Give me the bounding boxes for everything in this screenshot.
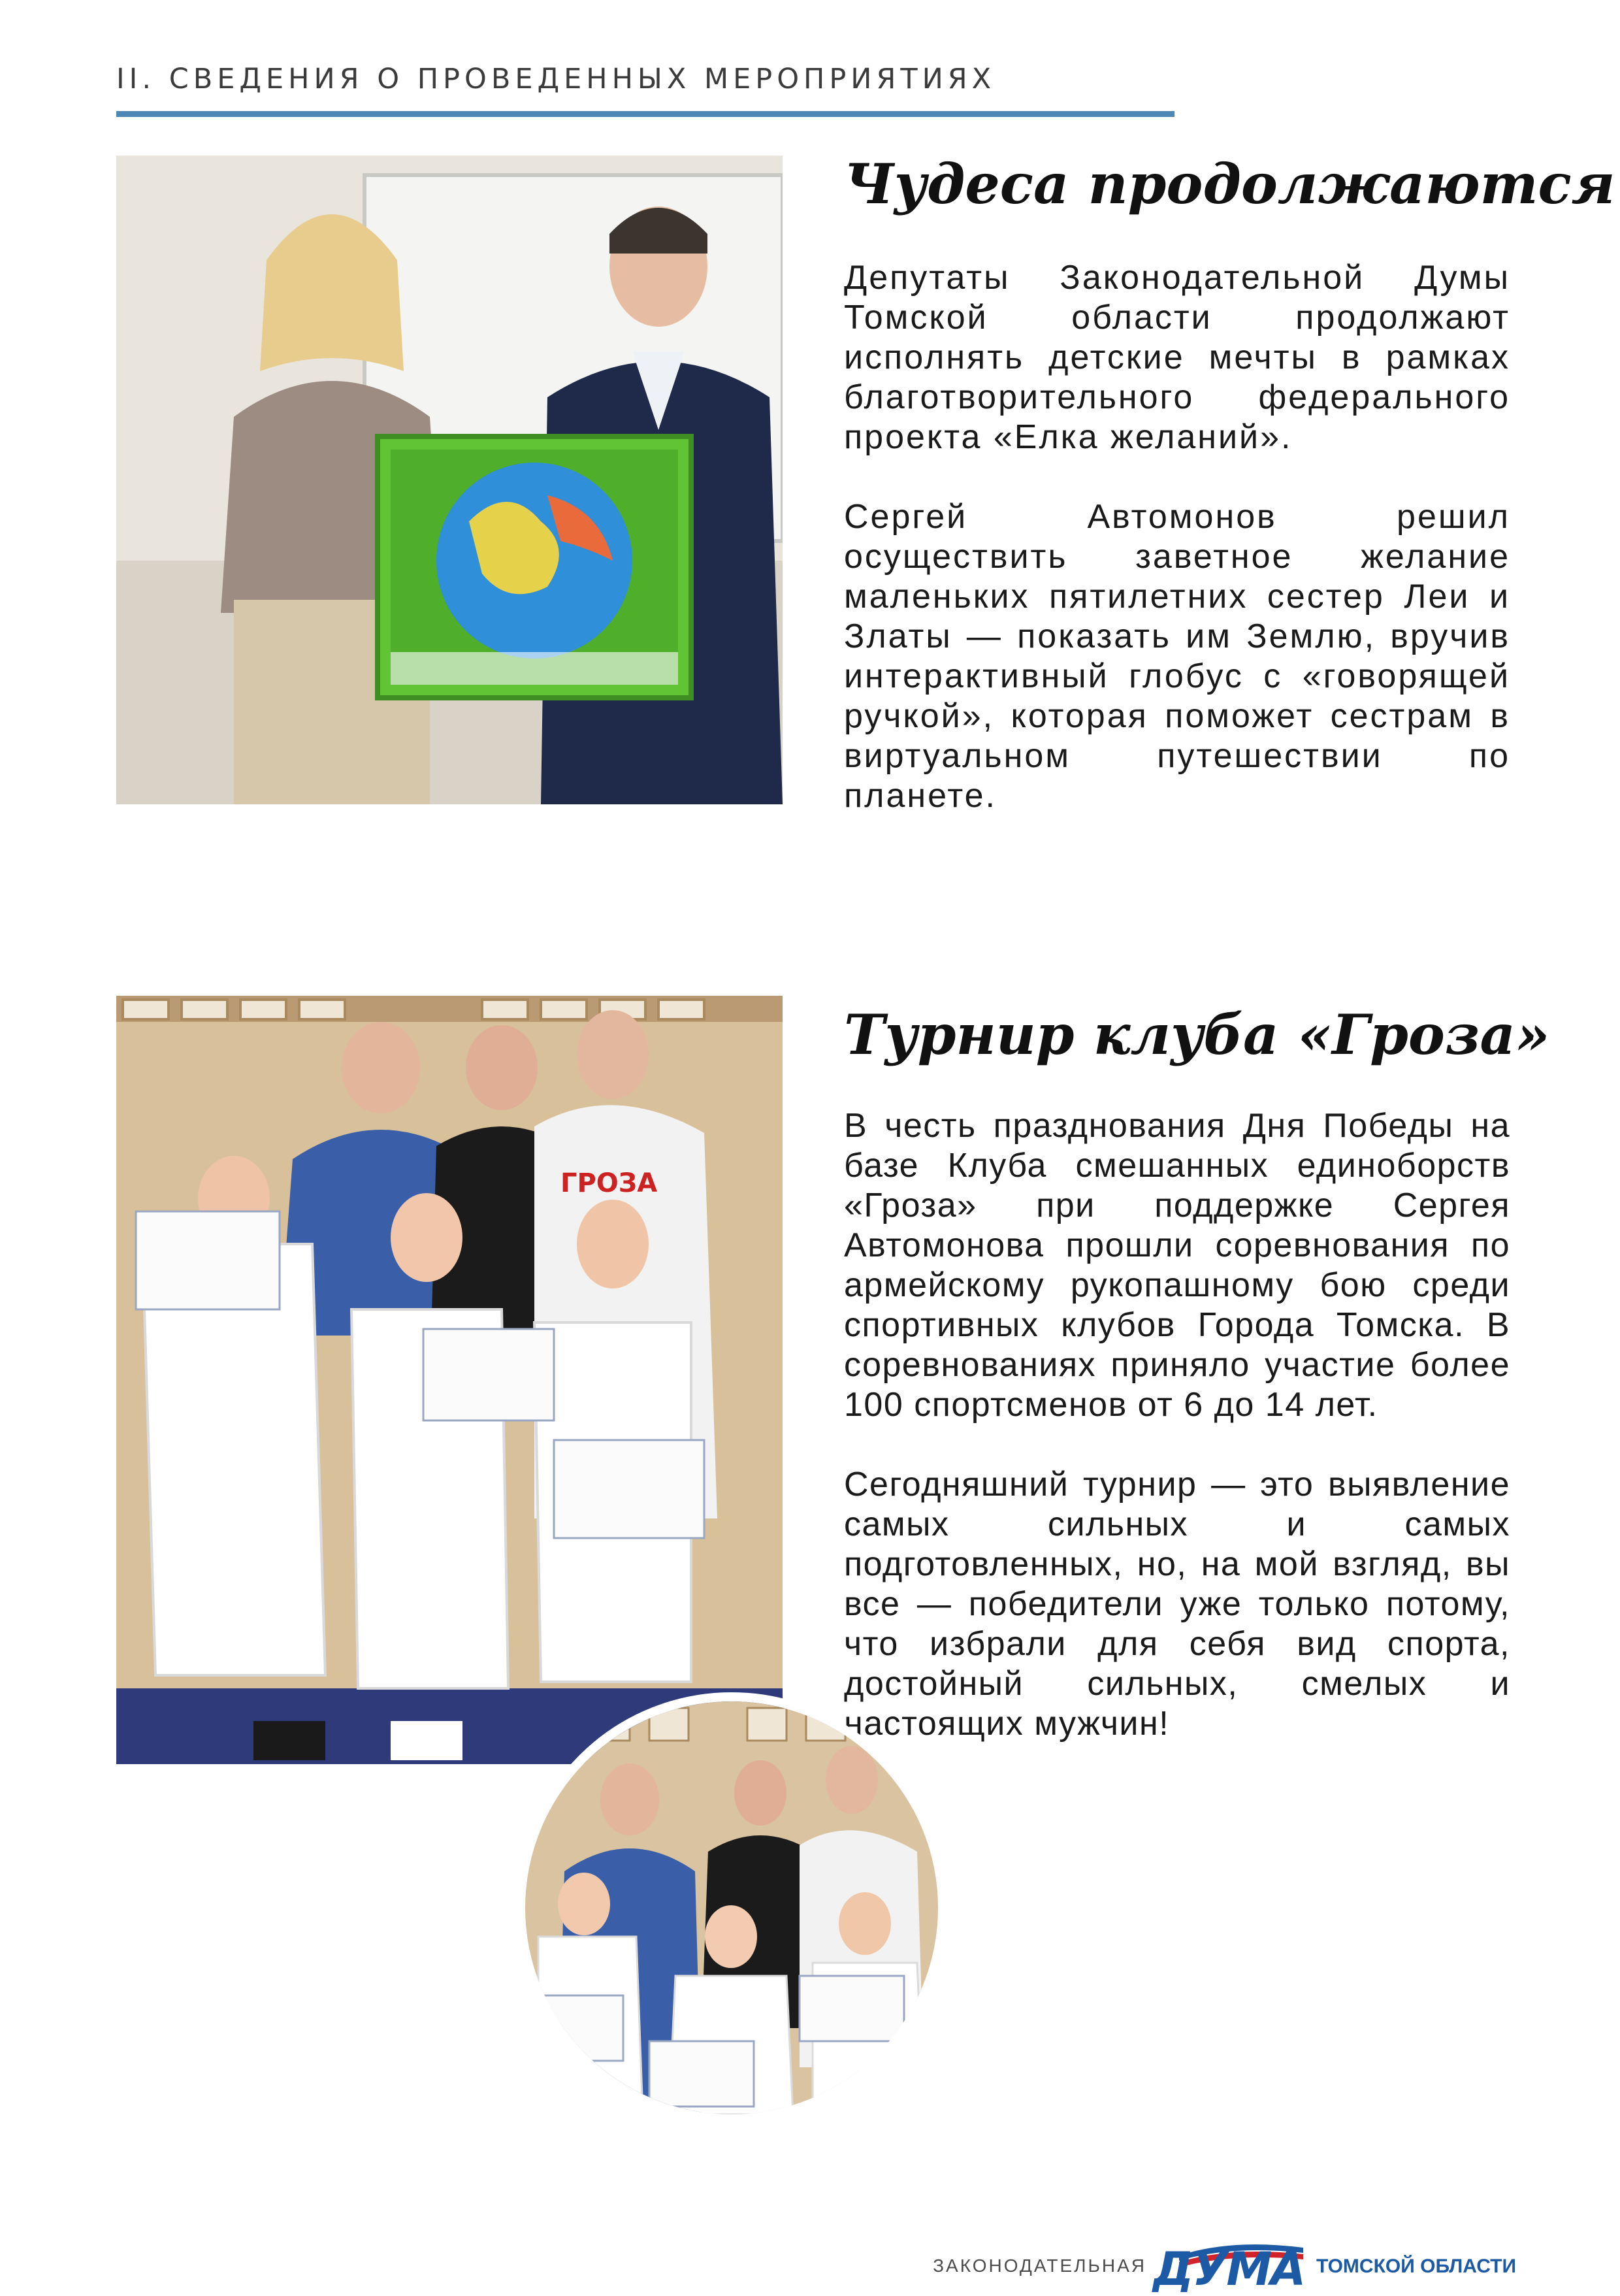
- footer-right-text: ТОМСКОЙ ОБЛАСТИ: [1316, 2255, 1517, 2277]
- article-paragraph: Сегодняшний турнир — это выявление самых сильных и самых подготовленных, но, на мой взгляд, вы все — победители уже только потому, что избрали для себя вид спорта, достойный сильных, смелых и настоящих мужчин!: [844, 1466, 1510, 1743]
- duma-logo-text: ДУМА: [1153, 2242, 1305, 2296]
- section-header: II. СВЕДЕНИЯ О ПРОВЕДЕННЫХ МЕРОПРИЯТИЯХ: [116, 63, 996, 95]
- article-body-tournament: [844, 1106, 1510, 1784]
- footer: [0, 2241, 1620, 2296]
- header-rule: [116, 111, 1174, 117]
- article-paragraph: Депутаты Законодательной Думы Томской области продолжают исполнять детские мечты в рамках благотворительного федерального проекта «Елка желаний».: [844, 259, 1510, 456]
- footer-left-text: ЗАКОНОДАТЕЛЬНАЯ: [933, 2255, 1146, 2276]
- article-paragraph: Сергей Автомонов решил осуществить заветное желание маленьких пятилетних сестер Леи и Златы — показать им Землю, вручив интерактивный глобус с «говорящей ручкой», которая поможет сестрам в виртуальном путешествии по планете.: [844, 498, 1510, 815]
- article-title-tournament: Турнир клуба «Гроза»: [844, 1002, 1550, 1067]
- photo-globe-gift: [116, 156, 783, 804]
- duma-logo: [1153, 2241, 1310, 2296]
- svg-text:ГРОЗА: ГРОЗА: [560, 1168, 658, 1198]
- article-paragraph: В честь празднования Дня Победы на базе Клуба смешанных единоборств «Гроза» при поддержке Сергея Автомонова прошли соревнования по армейскому рукопашному бою среди спортивных клубов Города Томска. В соревнованиях приняло участие более 100 спортсменов от 6 до 14 лет.: [844, 1107, 1510, 1424]
- photo-tournament-girls: [516, 1692, 947, 2124]
- article-body-wonders: [844, 258, 1510, 856]
- photo-tournament-group: [116, 996, 783, 1764]
- article-title-wonders: Чудеса продолжаются: [844, 152, 1615, 216]
